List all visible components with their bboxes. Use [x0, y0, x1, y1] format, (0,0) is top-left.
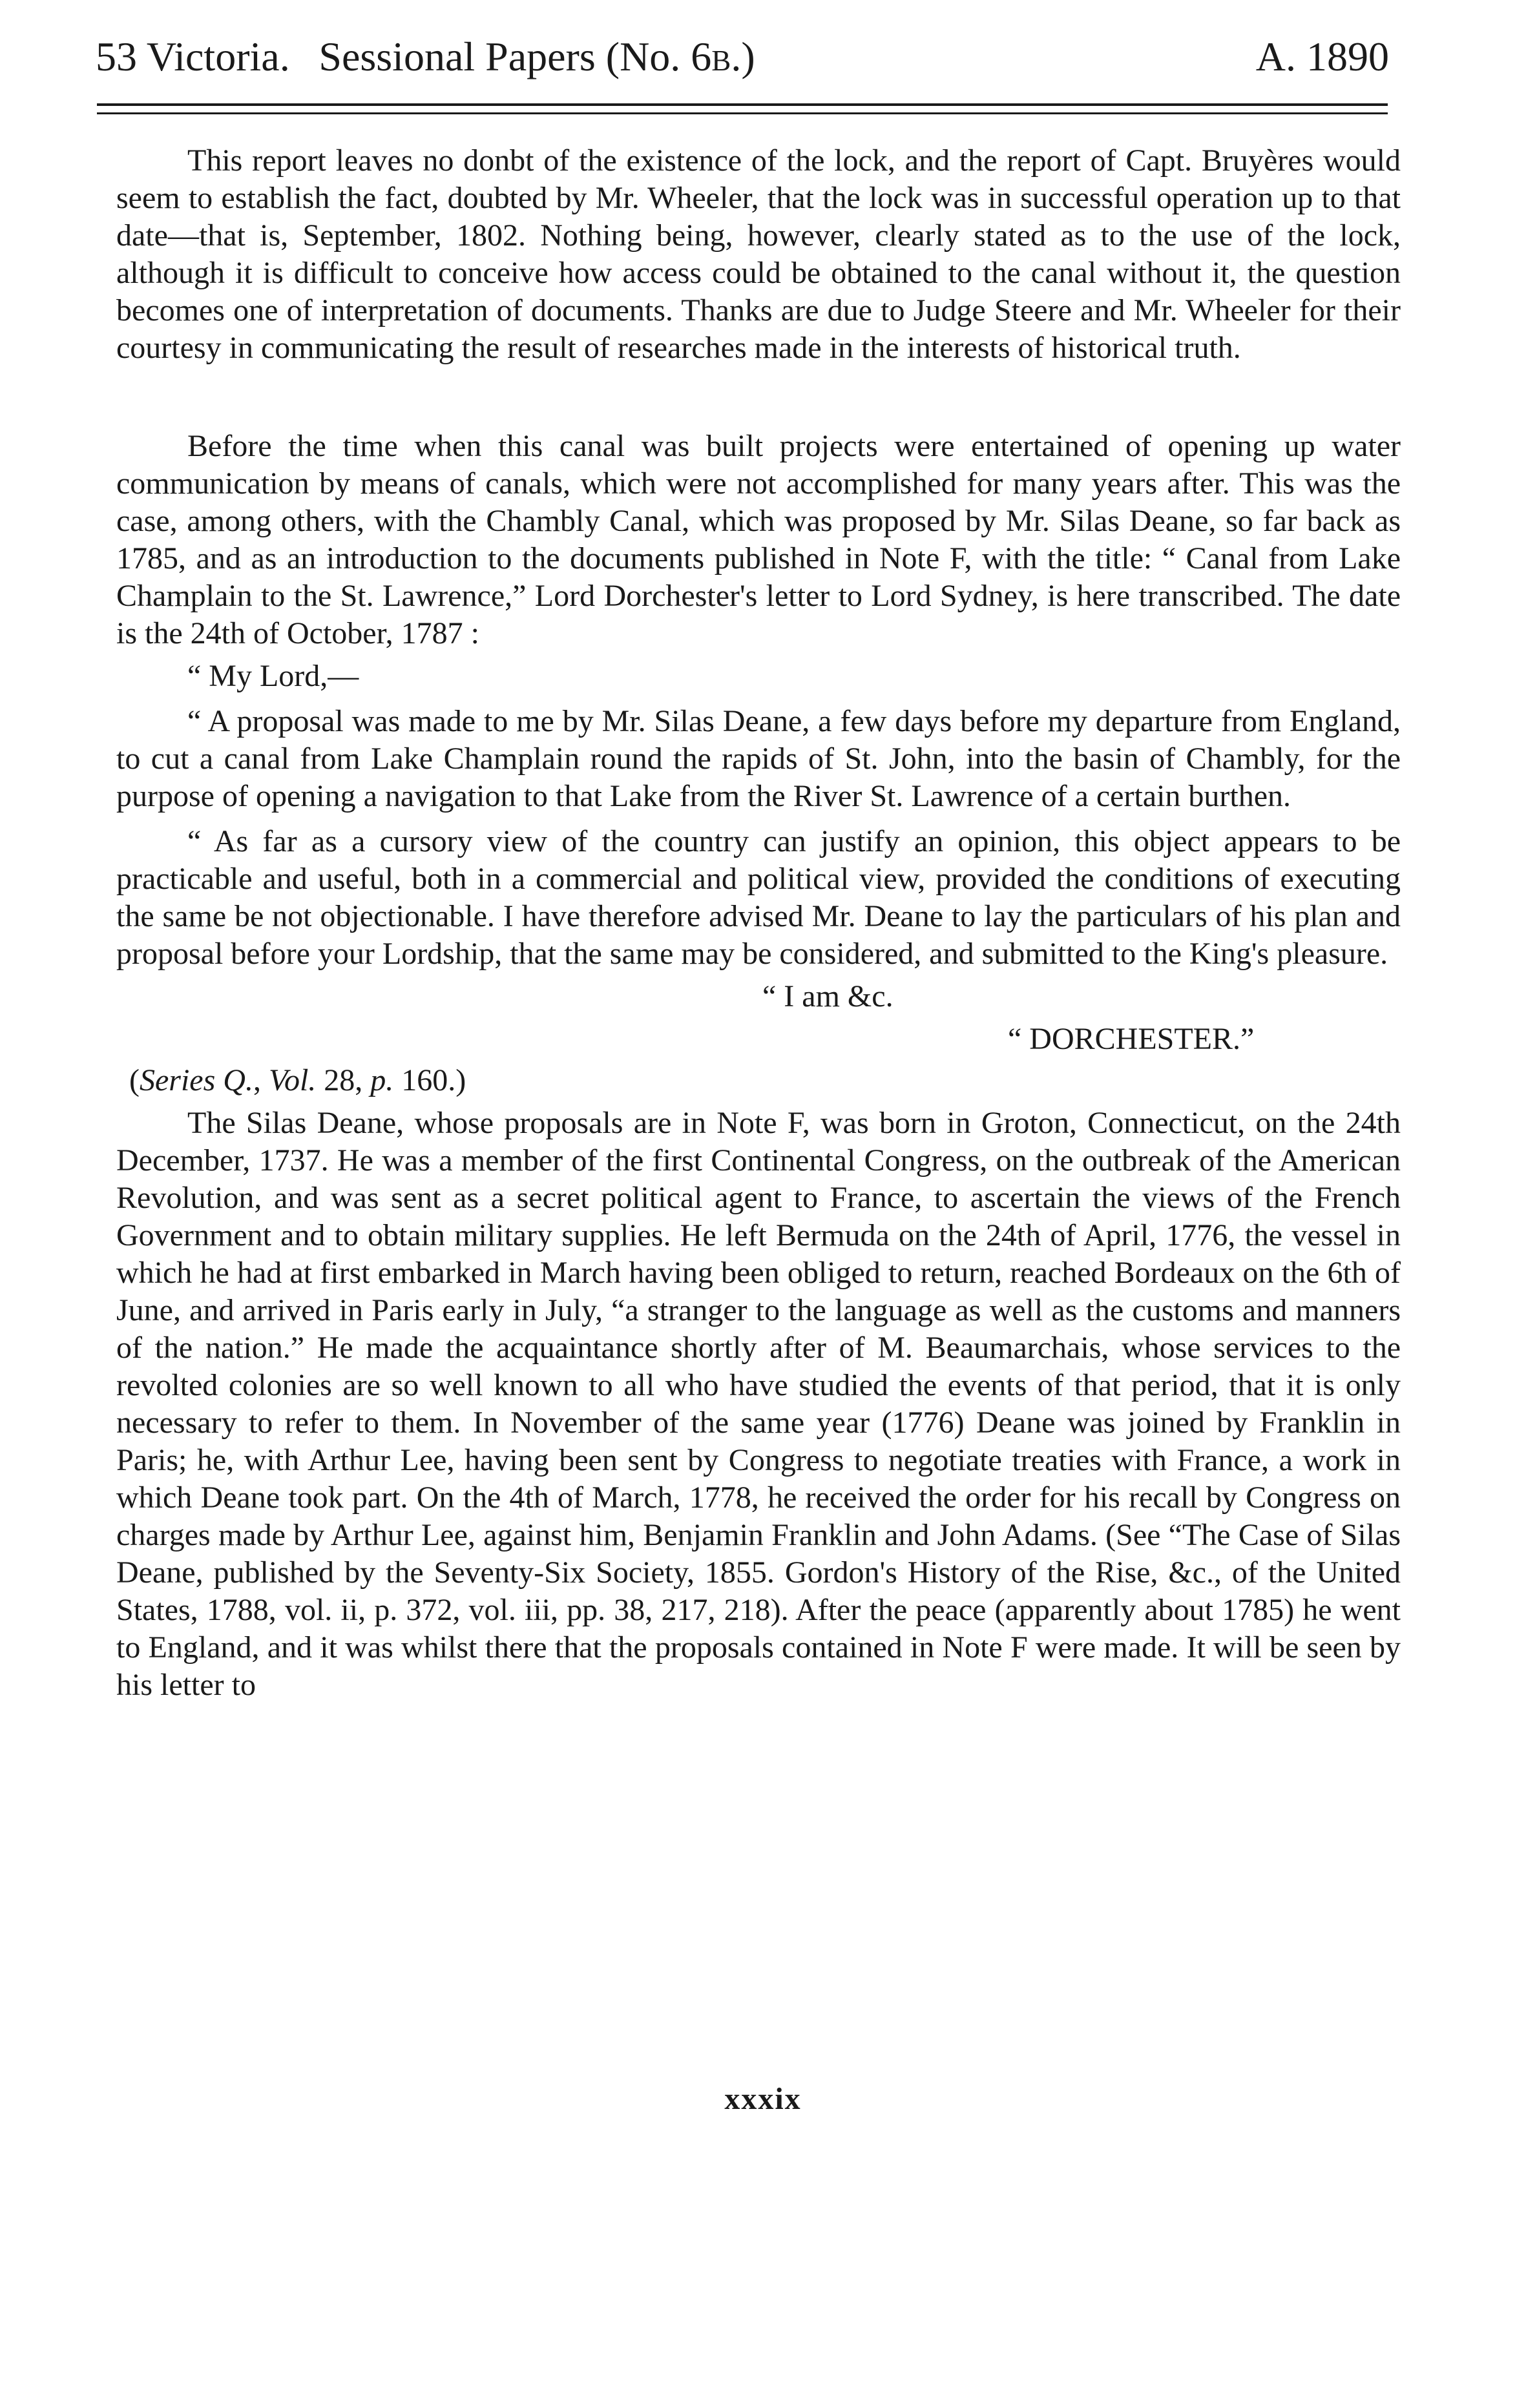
running-head-right: A. 1890: [1255, 34, 1389, 79]
reference-page-number: 160.): [393, 1063, 466, 1097]
page-folio: xxxix: [724, 2082, 802, 2116]
running-head-center: [0, 31, 1074, 83]
letter-quote-opinion: “ As far as a cursory view of the country can justify an opinion, this object appears to be practicable and useful, both in a commercial and political view, provided the conditions of executing the same be not objectionable. I have therefore advised Mr. Deane to lay the particulars of his plan and proposal before your Lordship, that the same may be considered, and submitted to the King's pleasure.: [116, 824, 1401, 971]
paragraph-silas-deane-bio: The Silas Deane, whose proposals are in Note F, was born in Groton, Connecticut, on the 24th December, 1737. He was a member of the first Continental Congress, on the outbreak of the American Revolution, and was sent as a secret political agent to France, to ascertain the views of the French Government and to obtain military supplies. He left Bermuda on the 24th of April, 1776, the vessel in which he had at first embarked in March having been obliged to return, reached Bordeaux on the 6th of June, and arrived in Paris early in July, “a stranger to the language as well as the customs and manners of the nation.” He made the acquaintance shortly after of M. Beaumarchais, whose services to the revolted colonies are so well known to all who have studied the events of that period, that it is only necessary to refer to them. In November of the same year (1776) Deane was joined by Franklin in Paris; he, with Arthur Lee, having been sent by Congress to negotiate treaties with France, a work in which Deane took part. On the 4th of March, 1778, he received the order for his recall by Congress on charges made by Arthur Lee, against him, Benjamin Franklin and John Adams. (See “The Case of Silas Deane, published by the Seventy-Six Society, 1855. Gordon's History of the Rise, &c., of the United States, 1788, vol. ii, p. 372, vol. iii, pp. 38, 217, 218). After the peace (apparently about 1785) he went to England, and it was whilst there that the proposals contained in Note F were made. It will be seen by his letter to: [116, 1106, 1401, 1702]
running-head-center-sc: b: [711, 34, 731, 79]
letter-salutation: “ My Lord,—: [187, 659, 359, 693]
paragraph-chambly-canal: Before the time when this canal was built projects were entertained of opening up water communication by means of canals, which were not accomplished for many years after. This was the case, among others, with the Chambly Canal, which was proposed by Mr. Silas Deane, so far back as 1785, and as an introduction to the documents published in Note F, with the title: “ Canal from Lake Champlain to the St. Lawrence,” Lord Dorchester's letter to Lord Sydney, is here transcribed. The date is the 24th of October, 1787 :: [116, 429, 1401, 650]
paragraph-lock-report: This report leaves no donbt of the existence of the lock, and the report of Capt. Bruyères would seem to establish the fact, doubted by Mr. Wheeler, that the lock was in successful operation up to that date—that is, September, 1802. Nothing being, however, clearly stated as to the use of the lock, although it is difficult to conceive how access could be obtained to the canal without it, the question becomes one of interpretation of documents. Thanks are due to Judge Steere and Mr. Wheeler for their courtesy in communicating the result of researches made in the interests of historical truth.: [116, 143, 1401, 365]
running-head-center-suffix: .): [731, 34, 755, 79]
reference-sep: ,: [253, 1063, 269, 1097]
body-text: [116, 142, 1401, 1704]
letter-quote-proposal: “ A proposal was made to me by Mr. Silas Deane, a few days before my departure from England, to cut a canal from Lake Champlain round the rapids of St. John, into the basin of Chambly, for the purpose of opening a navigation to that Lake from the River St. Lawrence of a certain burthen.: [116, 704, 1401, 813]
reference-vol-number: 28,: [316, 1063, 371, 1097]
header-rule-thick: [97, 103, 1388, 106]
running-head-center-prefix: Sessional Papers (No. 6: [319, 34, 712, 79]
reference-vol: Vol.: [268, 1063, 317, 1097]
reference-open: (: [129, 1063, 140, 1097]
letter-closing: “ I am &c.: [762, 979, 894, 1013]
letter-signature: “ DORCHESTER.”: [1008, 1022, 1255, 1056]
header-rule-thin: [97, 112, 1388, 114]
running-head-left: 53 Victoria.: [96, 34, 290, 79]
archive-reference: [116, 1062, 1401, 1099]
reference-page-abbr: p.: [370, 1063, 394, 1097]
reference-series: Series Q.: [139, 1063, 253, 1097]
